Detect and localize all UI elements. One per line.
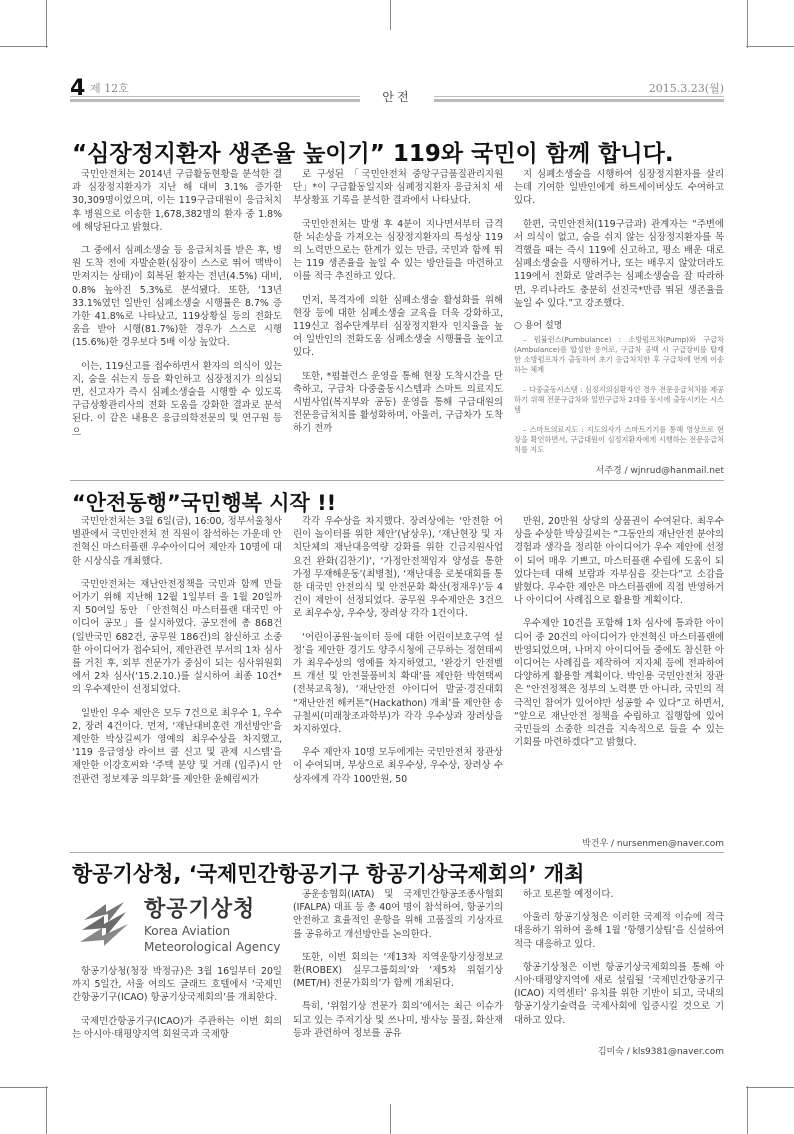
paragraph: 국민안전처는 2014년 구급활동현황을 분석한 결과 심장정지환자가 지난 해 대비 3.1% 증가한 30,309명이었으며, 이는 119구급대원이 응급처치 후 병원으로 이송한 1,678,382명의 환자 중 1.8%에 해당된다고 밝혔다. xyxy=(72,169,282,233)
paragraph: 항공기상청(청장 박정규)은 3월 16일부터 20일까지 5일간, 서울 여의도 글래드 호텔에서 ‘국제민간항공기구(ICAO) 항공기상국제회의’를 개최한다. xyxy=(72,966,282,1004)
article2-column-2 xyxy=(293,515,503,833)
crop-mark xyxy=(390,1104,391,1134)
issue-number: 제 12호 xyxy=(90,82,129,95)
article3-column-3 xyxy=(514,888,724,1038)
crop-mark xyxy=(0,46,48,47)
crop-mark xyxy=(746,1087,794,1088)
article3-column-2 xyxy=(293,888,503,1073)
article-divider xyxy=(70,852,724,853)
page-number: 4 xyxy=(70,76,86,101)
crop-mark xyxy=(46,1086,47,1134)
crop-mark xyxy=(747,0,748,48)
glossary-item: – 스마트의료지도 : 지도의사가 스마트기기를 통해 영상으로 현장을 확인하면서, 구급대원이 심정지환자에게 시행하는 전문응급처치를 지도 xyxy=(514,425,724,455)
article3-headline: 항공기상청, ‘국제민간항공기구 항공기상국제회의’ 개최 xyxy=(72,862,585,886)
paragraph: 국민안전처는 재난안전정책을 국민과 함께 만들어가기 위해 지난해 12월 1일부터 올 1월 20일까지 50여일 동안 「안전혁신 마스터플랜 대국민 아이디어 공모」를 실시하였다. 공모전에 총 868건(일반국민 682건, 공무원 186건)의 참신하고 소중한 아이디어가 접수되어, 제안관련 부서의 1차 심사를 거친 후, 외부 전문가가 중심이 되는 심사위원회에서 2차 심사(‘15.2.10.)를 실시하여 최종 10건*의 우수제안이 선정되었다. xyxy=(72,578,282,696)
glossary-item: – 다중출동시스템 : 심정지의심환자인 경우 전문응급처치를 제공하기 위해 전문구급차와 일반구급차 2대를 동시에 출동시키는 시스템 xyxy=(514,385,724,415)
paragraph: 각각 우수상을 차지했다. 장려상에는 ‘안전한 어린이 놀이터를 위한 제안’(남상우), ‘재난현장 및 자치단체의 재난대응역량 강화를 위한 긴급지원사업 요건 완화(김찬기)’, ‘가정안전책임자 양성을 통한 가정 무재해운동’(최병철), ‘재난대응 로봇대회를 통한 대국민 안전의식 및 안전문화 확산(정재우)’등 4건이 제안이 선정되었다. 공무원 우수제안은 3건으로 최우수상, 우수상, 장려상 각각 1건이다. xyxy=(293,516,503,620)
article3-byline: 김미숙 / kls9381@naver.com xyxy=(597,1047,724,1057)
paragraph: 국민안전처는 3월 6일(금), 16:00, 정부서울청사 별관에서 국민안전처 전 직원이 참석하는 가운데 안전혁신 마스터플랜 우수아이디어 제안자 10명에 대한 시상식을 개최했다. xyxy=(72,516,282,567)
paragraph: 그 중에서 심폐소생술 등 응급처치를 받은 후, 병원 도착 전에 자발순환(심장이 스스로 뛰어 맥박이 만져지는 상태)이 회복된 환자는 전년(4.5%) 대비, 0.8% 높아진 5.3%로 분석됐다. 또한, ‘13년 33.1%였던 일반인 심폐소생술 시행률은 8.7% 증가한 41.8%로 나타났고, 119상황실 등의 전화도움을 받아 시행(81.7%)한 경우가 스스로 시행(15.6%)한 경우보다 5배 이상 높았다. xyxy=(72,245,282,349)
glossary-item: – 펌뷸런스(Pumbulance) : 소방펌프차(Pump)와 구급차(Ambulance)를 합성한 용어로, 구급차 공백 시 구급장비를 탑재한 소방펌프차가 출동하여 초기 응급처치한 후 구급차에 연계 이송하는 체계 xyxy=(514,335,724,375)
crop-mark xyxy=(46,0,47,48)
section-title: 안전 xyxy=(360,88,434,105)
paragraph: 공운송협회(IATA) 및 국제민간항공조종사협회(IFALPA) 대표 등 총 40여 명이 참석하여, 항공기의 안전하고 효율적인 운항을 위해 고품질의 기상자료를 공유하고 개선방안을 논의한다. xyxy=(293,889,503,940)
agency-logo xyxy=(72,890,287,960)
paragraph: 아울러 항공기상청은 이러한 국제적 이슈에 적극 대응하기 위하여 올해 1월 ‘항행기상팀’을 신설하여 적극 대응하고 있다. xyxy=(514,912,724,950)
article1-column-1 xyxy=(72,168,282,460)
agency-logo-english-1: Korea Aviation xyxy=(144,924,231,938)
crop-mark xyxy=(0,1087,48,1088)
article1-headline: “심장정지환자 생존율 높이기” 119와 국민이 함께 합니다. xyxy=(72,141,674,167)
agency-logo-mark-icon xyxy=(78,900,130,948)
paragraph: 한편, 국민안전처(119구급과) 관계자는 “주변에서 의식이 없고, 숨을 쉬지 않는 심장정지환자를 목격했을 때는 즉시 119에 신고하고, 평소 배운 대로 심폐소생술을 시행하거나, 또는 배우지 않았더라도 119에서 전화로 알려주는 심폐소생술을 잘 따라하면, 우리나라도 충분히 선진국*만큼 뛰된 생존율을 높일 수 있다.”고 강조했다. xyxy=(514,218,724,309)
paragraph: 또한, *펌뷸런스 운영을 통해 현장 도착시간을 단축하고, 구급차 다중출동시스템과 스마트 의료지도 시범사업(복지부와 공동) 운영을 통해 구급대원의 전문응급처치를 활성화하며, 아울러, 구급차가 도착하기 전까 xyxy=(293,370,503,435)
article1-column-2 xyxy=(293,168,503,468)
paragraph: 먼저, 목격자에 의한 심폐소생술 활성화를 위해 현장 등에 대한 심폐소생술 교육을 더욱 강화하고, 119신고 접수단계부터 심장정지환자 인지율을 높여 일반인의 전화도움 심폐소생술 시행률을 높이고 있다. xyxy=(293,294,503,359)
paragraph: 국제민간항공기구(ICAO)가 주관하는 이번 회의는 아시아·태평양지역 회원국과 국제항 xyxy=(72,1015,282,1040)
paragraph: 이는, 119신고를 접수하면서 환자의 의식이 있는지, 숨을 쉬는지 등을 확인하고 심장정지가 의심되면, 신고자가 즉시 심폐소생술을 시행할 수 있도록 구급상황관리사의 전화 도움을 강화한 결과로 분석된다. 이 같은 내용은 응급의학전문의 및 연구원 등으 xyxy=(72,360,282,438)
paragraph: 항공기상청은 이번 항공기상국제회의를 통해 아시아·태평양지역에 새로 설립될 ‘국제민간항공기구(ICAO) 지역센터’ 유치를 위한 기반이 되고, 국내의 항공기상기술력을 국제사회에 입증시킬 것으로 기대하고 있다. xyxy=(514,961,724,1026)
paragraph: 만원, 20만원 상당의 상품권이 수여된다. 최우수상을 수상한 박상길씨는 “그동안의 재난안전 분야의 경험과 생각을 정리한 아이디어가 우수 제안에 선정이 되어 매우 기쁘고, 마스터플랜 수립에 도움이 되었다는데 대해 보람과 자부심을 갖는다”고 소감을 밝혔다. 우수한 제안은 마스터플랜에 직접 반영하거나 아이디어 사례집으로 활용할 계획이다. xyxy=(514,516,724,607)
paragraph: 로 구성된 「국민안전처 중앙구급품질관리지원단」*이 구급활동일지와 심폐정지환자 응급처치 세부상황표 기록을 분석한 결과에서 나타났다. xyxy=(293,169,503,207)
article2-column-3 xyxy=(514,515,724,833)
paragraph: 또한, 이번 회의는 ‘제13차 지역운항기상정보교환(ROBEX) 실무그룹회의’와 ‘제5차 위험기상(MET/H) 전문가회의’가 함께 개최된다. xyxy=(293,951,503,990)
article1-column-3 xyxy=(514,168,724,460)
paragraph: 특히, ‘위험기상 전문가 회의’에서는 최근 이슈가 되고 있는 주저기상 및 쓰나미, 방사능 물질, 화산재 등과 관련하여 정보를 공유 xyxy=(293,1001,503,1039)
article3-column-1 xyxy=(72,965,282,1075)
paragraph: 지 심폐소생술을 시행하여 심장정지환자를 살리는데 기여한 일반인에게 하트세이버상도 수여하고 있다. xyxy=(514,169,724,207)
article2-headline: “안전동행”국민행복 시작 !! xyxy=(72,491,337,515)
agency-logo-korean: 항공기상청 xyxy=(144,897,256,922)
paragraph: 우수 제안자 10명 모두에게는 국민안전처 장관상이 수여되며, 부상으로 최우수상, 우수상, 장려상 수상자에게 각각 100만원, 50 xyxy=(293,747,503,785)
article1-byline: 서주경 / wjnrud@hanmail.net xyxy=(595,466,724,476)
article2-byline: 박건우 / nursenmen@naver.com xyxy=(582,839,724,849)
crop-mark xyxy=(746,46,794,47)
glossary-title: ○ 용어 설명 xyxy=(514,321,563,332)
agency-logo-english-2: Meteorological Agency xyxy=(144,940,281,954)
article-divider xyxy=(70,480,724,481)
paragraph: 우수제안 10건을 포함해 1차 심사에 통과한 아이디어 중 20건의 아이디어가 안전혁신 마스터플랜에 반영되었으며, 나머지 아이디어들 중에도 참신한 아이디어는 사례집을 제작하여 지자체 등에 전파하여 다양하게 활용할 계획이다. 박인용 국민안전처 장관은 “안전정책은 정부의 노력뿐 만 아니라, 국민의 적극적인 참여가 있어야만 성공할 수 있다”고 하면서, “앞으로 재난안전 정책을 수립하고 집행함에 있어 국민들의 소중한 의견을 지속적으로 들을 수 있는 기회를 마련하겠다”고 밝혔다. xyxy=(514,618,724,749)
paragraph: 국민안전처는 발생 후 4분이 지나면서부터 급격한 뇌손상을 가져오는 심장정지환자의 특성상 119의 노력만으로는 한계가 있는 만큼, 국민과 함께 뛰는 119 생존율을 높일 수 있는 방안들을 마련하고 이를 적극 추진하고 있다. xyxy=(293,218,503,283)
crop-mark xyxy=(747,1086,748,1134)
crop-mark xyxy=(390,0,391,30)
paragraph: ‘어린이공원·놀이터 등에 대한 어린이보호구역 설정’을 제안한 경기도 양주시청에 근무하는 정현태씨가 최우수상의 영예를 차지하였고, ‘완강기 안전벨트 개선 및 안전물품비치 확대’를 제안한 박현택씨(전북교육청), ‘재난안전 아이디어 발굴·경진대회 “재난안전 해커톤”(Hackathon) 개최’를 제안한 송규철씨(미래창조과학부)가 각각 우수상과 장려상을 차지하였다. xyxy=(293,631,503,736)
paragraph: 일반인 우수 제안은 모두 7건으로 최우수 1, 우수 2, 장려 4건이다. 먼저, ‘재난대비훈련 개선방안’을 제안한 박상길씨가 영예의 최우수상을 차지했고, ‘119 응급영상 라이브 콜 신고 및 관제 시스템’을 제안한 이강호씨와 ‘주택 분양 및 거래 (입주)시 안전관련 정보제공 의무화’를 제안한 윤혜림씨가 xyxy=(72,707,282,785)
article2-column-1 xyxy=(72,515,282,833)
paragraph: 하고 토론할 예정이다. xyxy=(523,889,614,900)
issue-date: 2015.3.23(월) xyxy=(648,82,724,95)
